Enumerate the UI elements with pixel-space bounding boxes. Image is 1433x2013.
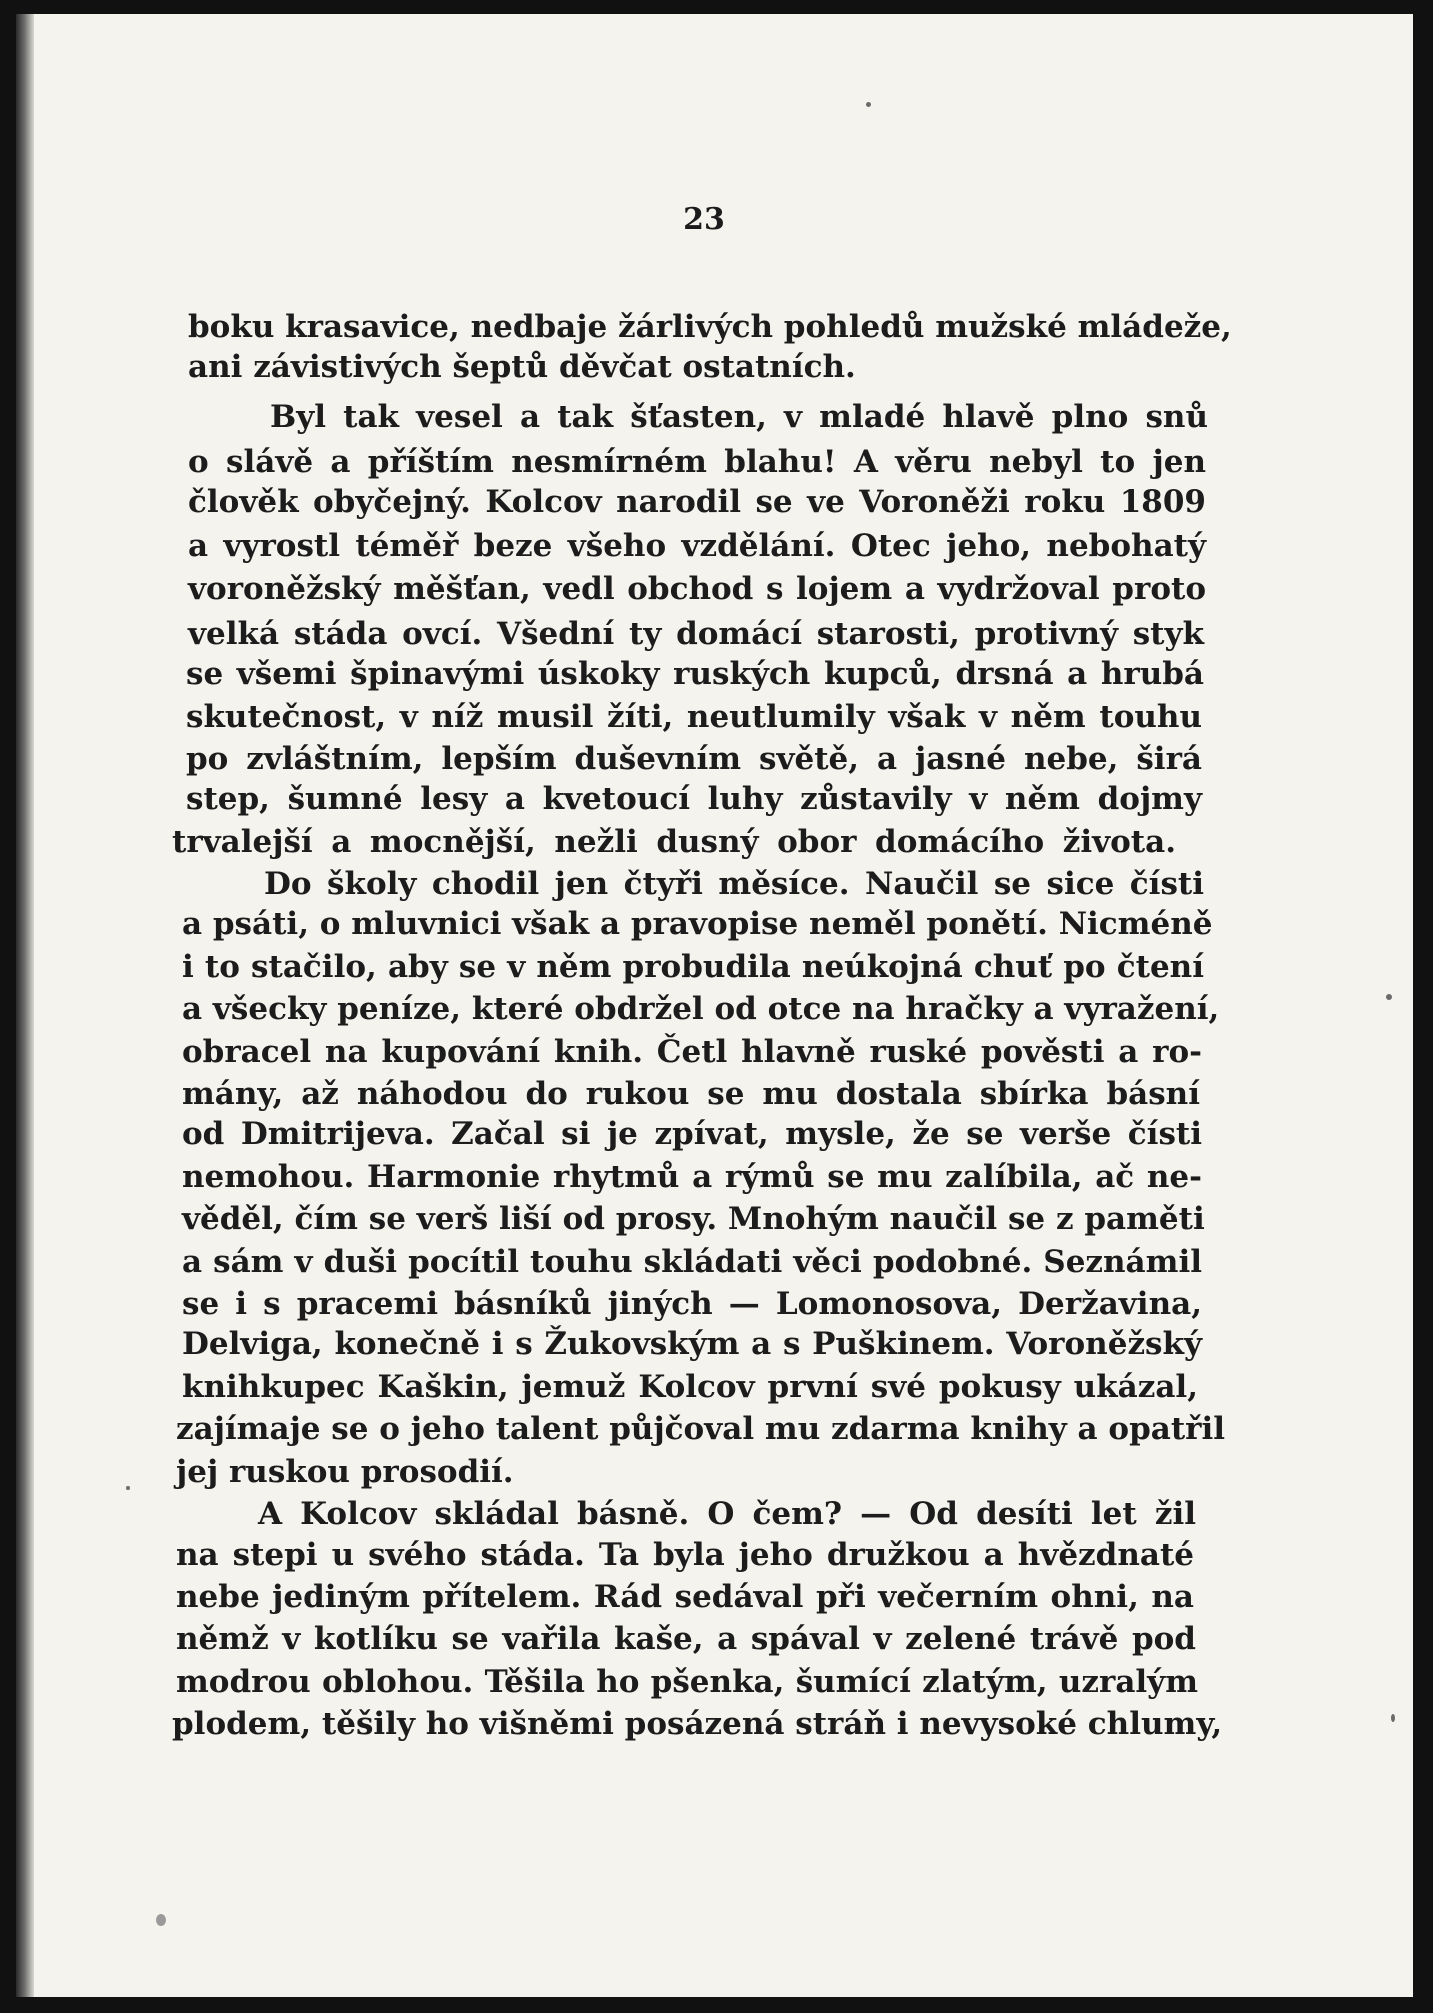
text-line: a vyrostl téměř beze všeho vzdělání. Otec jeho, nebohatý [188,528,1206,564]
body-text [16,14,1413,1997]
text-line: plodem, těšily ho višněmi posázená stráň i nevysoké chlumy, [172,1706,1223,1742]
speck [156,1914,166,1926]
text-line: od Dmitrijeva. Začal si je zpívat, mysle, že se verše čísti [182,1116,1202,1152]
text-line: se všemi špinavými úskoky ruských kupců, drsná a hrubá [186,656,1204,692]
text-line: po zvláštním, lepším duševním světě, a jasné nebe, širá [186,741,1202,777]
text-line: se i s pracemi básníků jiných — Lomonosova, Deržavina, [182,1286,1202,1322]
text-line: Delviga, konečně i s Žukovským a s Puškinem. Voroněžský [182,1326,1202,1362]
text-line: step, šumné lesy a kvetoucí luhy zůstavily v něm dojmy [186,781,1202,817]
text-line: modrou oblohou. Těšila ho pšenka, šumící zlatým, uzralým [176,1664,1198,1700]
text-line: a všecky peníze, které obdržel od otce na hračky a vyražení, [182,991,1220,1027]
text-line: knihkupec Kaškin, jemuž Kolcov první své pokusy ukázal, [182,1369,1198,1405]
text-line: nemohou. Harmonie rhytmů a rýmů se mu zalíbila, ač ne- [182,1159,1202,1195]
text-line: a sám v duši pocítil touhu skládati věci podobné. Seznámil [182,1244,1202,1280]
text-line: boku krasavice, nedbaje žárlivých pohledů mužské mládeže, [188,309,1232,345]
speck [126,1486,130,1490]
text-line: a psáti, o mluvnici však a pravopise neměl ponětí. Nicméně [182,906,1213,942]
text-line: mány, až náhodou do rukou se mu dostala sbírka básní [182,1076,1200,1112]
speck [1391,1714,1395,1722]
text-line: o slávě a příštím nesmírném blahu! A věru nebyl to jen [188,444,1206,480]
speck [866,102,871,107]
text-line: trvalejší a mocnější, nežli dusný obor domácího života. [172,824,1176,860]
text-line: věděl, čím se verš liší od prosy. Mnohým naučil se z paměti [182,1201,1205,1237]
text-line: nebe jediným přítelem. Rád sedával při večerním ohni, na [176,1579,1194,1615]
text-line: obracel na kupování knih. Četl hlavně ruské pověsti a ro- [182,1034,1202,1070]
text-line: Byl tak vesel a tak šťasten, v mladé hlavě plno snů [270,399,1208,435]
page-number: 23 [683,202,725,237]
speck [1386,994,1392,1000]
text-line: skutečnost, v níž musil žíti, neutlumily však v něm touhu [186,699,1202,735]
text-line: jej ruskou prosodií. [176,1454,514,1490]
text-line: člověk obyčejný. Kolcov narodil se ve Voroněži roku 1809 [188,484,1206,520]
text-line: ani závistivých šeptů děvčat ostatních. [188,349,856,385]
text-line: zajímaje se o jeho talent půjčoval mu zdarma knihy a opatřil [176,1411,1226,1447]
text-line: Do školy chodil jen čtyři měsíce. Naučil se sice čísti [264,866,1204,902]
text-line: velká stáda ovcí. Všední ty domácí starosti, protivný styk [188,616,1204,652]
scanned-page [16,14,1413,1997]
text-line: A Kolcov skládal básně. O čem? — Od desíti let žil [258,1496,1196,1532]
text-line: voroněžský měšťan, vedl obchod s lojem a vydržoval proto [188,571,1206,607]
text-line: němž v kotlíku se vařila kaše, a spával v zelené trávě pod [176,1621,1196,1657]
text-line: i to stačilo, aby se v něm probudila neúkojná chuť po čtení [182,949,1204,985]
text-line: na stepi u svého stáda. Ta byla jeho družkou a hvězdnaté [176,1537,1194,1573]
